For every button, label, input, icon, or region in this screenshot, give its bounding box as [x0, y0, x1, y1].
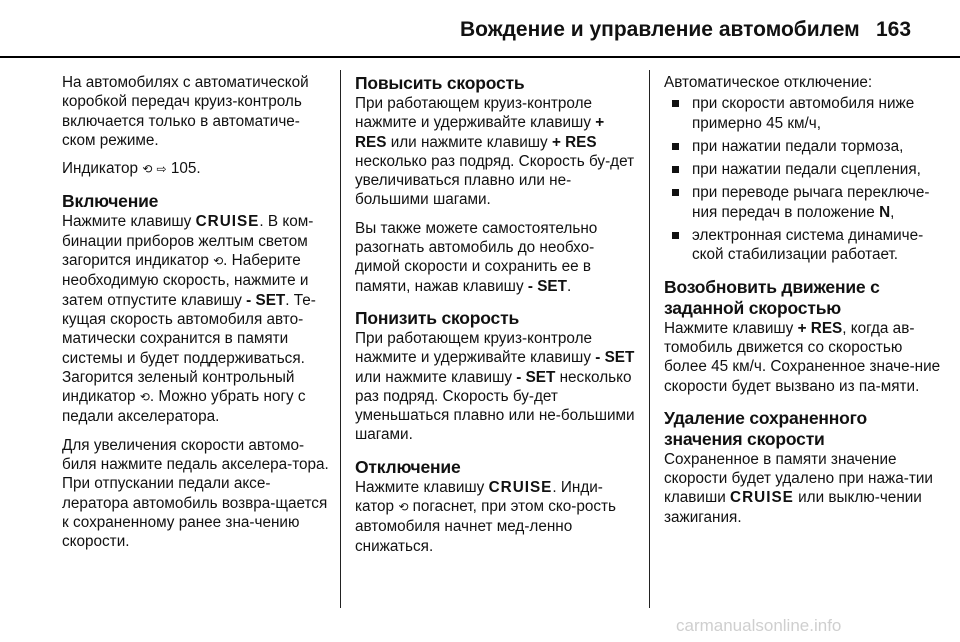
indicator-reference: Индикатор ⟲ ⇨ 105. — [62, 159, 330, 179]
key-cruise: CRUISE — [488, 478, 553, 496]
accelerate-paragraph: Для увеличения скорости автомо-биля нажмите педаль акселера-тора. При отпускании педали аксе-лератора автомобиль возвра-щается к сохраненному ранее зна-чению скорости. — [62, 436, 329, 551]
bullet-icon — [672, 189, 679, 196]
cruise-indicator-icon: ⟲ — [139, 390, 150, 405]
section-heading-delete: Удаление сохраненного значения скорости — [664, 407, 867, 449]
cruise-indicator-icon: ⟲ — [142, 162, 153, 177]
column-left — [62, 73, 330, 561]
bullet-icon — [672, 143, 679, 150]
resume-paragraph: Нажмите клавишу + RES, когда ав-томобиль движется со скоростью более 45 км/ч. Сохраненное значе-ние скорости будет вызвано из па-мяти. — [664, 319, 941, 395]
decrease-paragraph: При работающем круиз-контроле нажмите и удерживайте клавишу - SET или нажмите клавишу - SET несколько раз подряд. Скорость бу-дет уменьшаться плавно или не-большими шагами. — [355, 329, 635, 444]
key-set: - SET — [246, 291, 286, 309]
bullet-icon — [672, 100, 679, 107]
bullet-icon — [672, 232, 679, 239]
enable-paragraph: Нажмите клавишу CRUISE. В ком-бинации приборов желтым светом загорится индикатор ⟲. Наберите необходимую скорость, нажмите и затем отпустите клавишу - SET. Те-кущая скорость автомобиля авто-матически сохранится в памяти системы и будет поддерживаться. Загорится зеленый контрольный индикатор ⟲. Можно убрать ногу с педали акселератора. — [62, 213, 316, 426]
page-reference-arrow-icon: ⇨ — [156, 162, 167, 177]
key-cruise: CRUISE — [195, 213, 260, 231]
list-item: электронная система динамиче-ской стабилизации работает. — [664, 226, 946, 265]
section-heading-disable: Отключение — [355, 456, 461, 477]
auto-off-list — [664, 94, 946, 264]
gear-neutral: N — [879, 203, 891, 221]
delete-paragraph: Сохраненное в памяти значение скорости будет удалено при нажа-тии клавиши CRUISE или выклю-чении зажигания. — [664, 450, 933, 526]
watermark: carmanualsonline.info — [676, 616, 842, 635]
column-divider-2 — [649, 70, 650, 608]
column-divider-1 — [340, 70, 341, 608]
auto-off-intro: Автоматическое отключение: — [664, 74, 873, 91]
section-heading-resume: Возобновить движение с заданной скоростью — [664, 276, 880, 318]
page-number: 163 — [876, 18, 912, 41]
key-cruise: CRUISE — [730, 489, 794, 507]
header-divider — [0, 56, 960, 58]
key-set: - SET — [595, 349, 635, 367]
section-heading-decrease: Понизить скорость — [355, 307, 520, 328]
disable-paragraph: Нажмите клавишу CRUISE. Инди-катор ⟲ погаснет, при этом ско-рость автомобиля начнет мед-ленно снижаться. — [355, 478, 616, 555]
key-set: - SET — [527, 277, 567, 295]
section-heading-increase: Повысить скорость — [355, 73, 525, 93]
bullet-icon — [672, 166, 679, 173]
list-item: при скорости автомобиля ниже примерно 45 км/ч, — [664, 94, 946, 133]
key-res: + RES — [355, 114, 605, 151]
column-middle — [355, 73, 639, 565]
increase-paragraph-2: Вы также можете самостоятельно разогнать автомобиль до необхо-димой скорости и сохранить ее в памяти, нажав клавишу - SET. — [355, 219, 598, 295]
key-set: - SET — [516, 368, 556, 386]
section-heading-enable: Включение — [62, 191, 159, 212]
list-item: при нажатии педали сцепления, — [664, 160, 946, 179]
cruise-indicator-icon: ⟲ — [398, 500, 409, 515]
list-item: при переводе рычага переключе-ния передач в положение N, — [664, 183, 946, 222]
page-title: Вождение и управление автомобилем — [460, 18, 860, 41]
column-right — [664, 73, 946, 536]
intro-paragraph: На автомобилях с автоматической коробкой передач круиз-контроль включается только в автоматиче-ском режиме. — [62, 74, 309, 149]
increase-paragraph-1: При работающем круиз-контроле нажмите и удерживайте клавишу + RES или нажмите клавишу + RES несколько раз подряд. Скорость бу-дет увеличиваться плавно или не-большими шагами. — [355, 95, 635, 209]
cruise-indicator-icon: ⟲ — [213, 254, 224, 269]
list-item: при нажатии педали тормоза, — [664, 137, 946, 156]
key-res: + RES — [551, 133, 597, 151]
key-res: + RES — [797, 319, 843, 337]
